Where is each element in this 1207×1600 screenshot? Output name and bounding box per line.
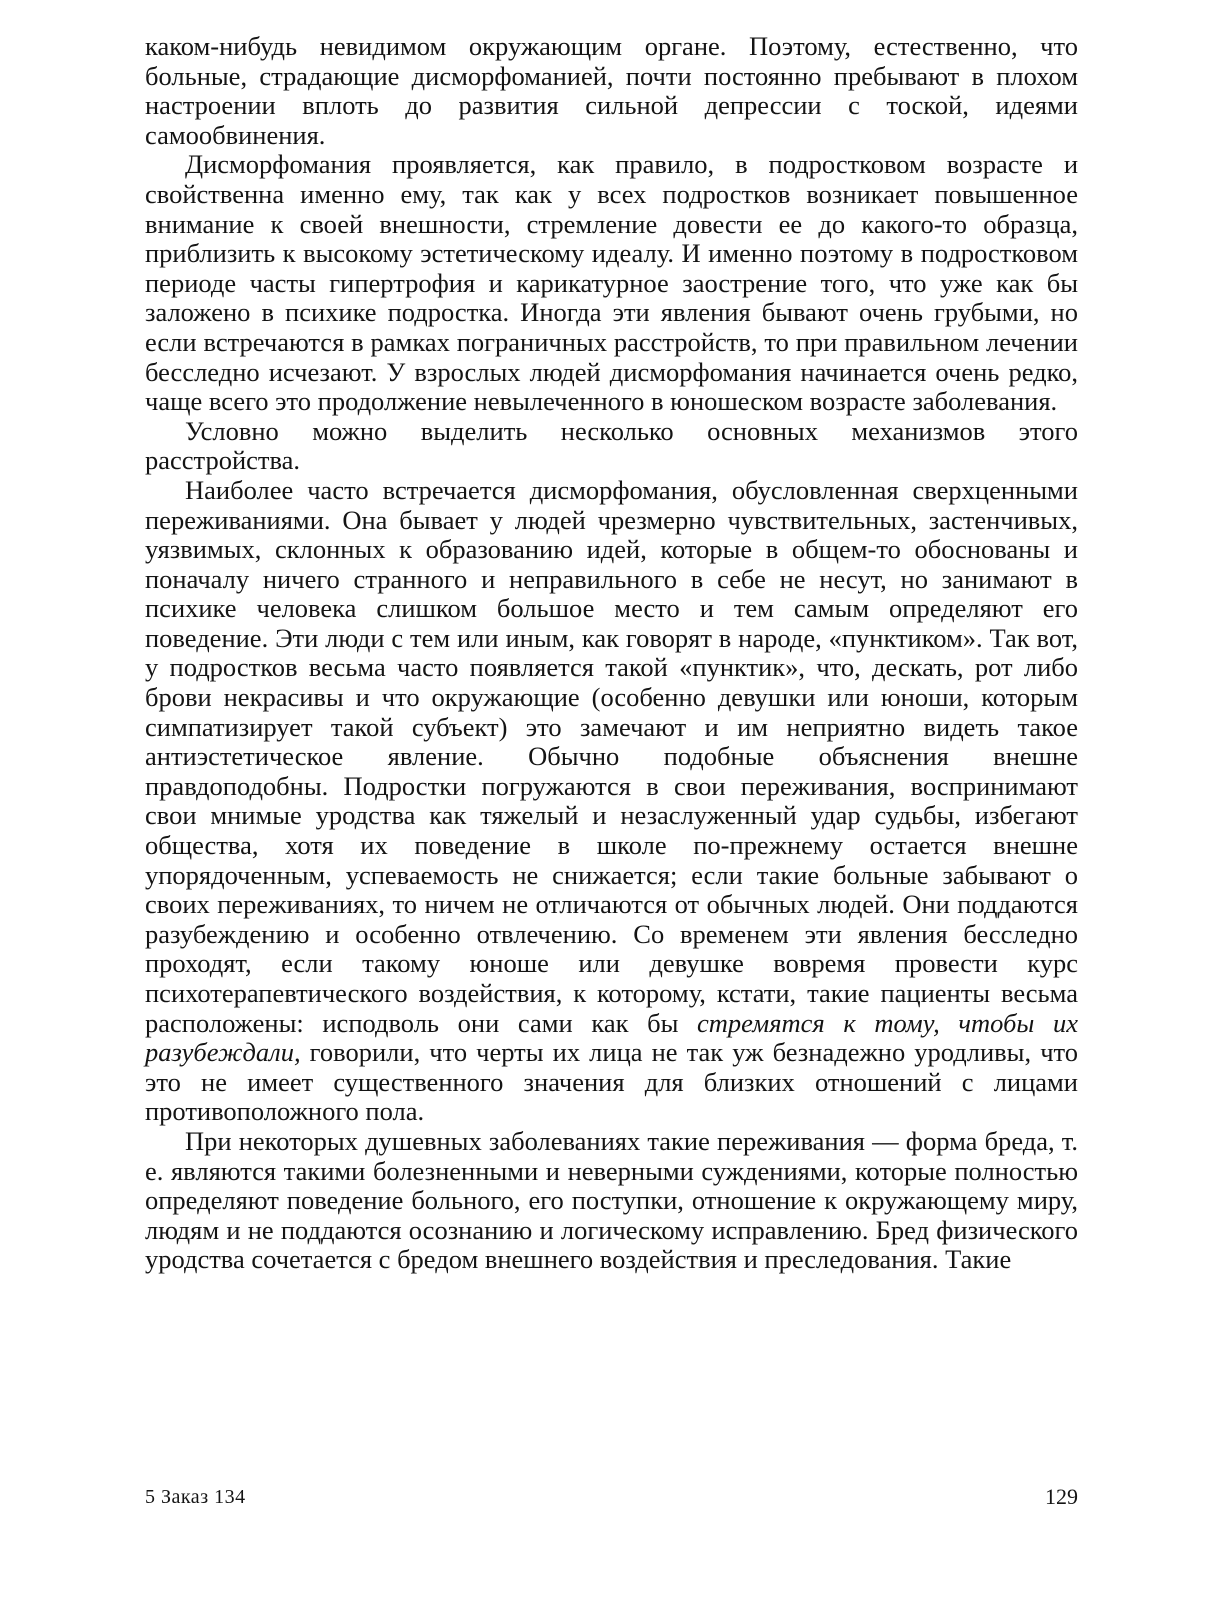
paragraph-2-text: Дисморфомания проявляется, как правило, в подростковом возрасте и свойственна именно ему, так как у всех подростков возникает повышенное внимание к своей внешности, стремление довести ее до какого-то образца, приблизить к высокому эстетическому идеалу. И именно поэтому в подростковом периоде часты гипертрофия и карикатурное заострение того, что уже как бы заложено в психике подростка. Иногда эти явления бывают очень грубыми, но если встречаются в рамках пограничных расстройств, то при правильном лечении бесследно исчезают. У взрослых людей дисморфомания начинается очень редко, чаще всего это продолжение невылеченного в юношеском возрасте заболевания.	[145, 149, 1078, 417]
paragraph-1	[145, 32, 1078, 150]
paragraph-3-text: Условно можно выделить несколько основных механизмов этого расстройства.	[145, 415, 1078, 476]
paragraph-2	[145, 150, 1078, 416]
paragraph-3	[145, 417, 1078, 476]
page-number: 129	[1045, 1484, 1078, 1509]
paragraph-4-text-part-2: говорили, что черты их лица не так уж безнадежно уродливы, что это не имеет существенного значения для близких отношений с лицами противоположного пола.	[145, 1037, 1078, 1127]
paragraph-4-italic-phrase: стремятся к тому, чтобы их разубеждали,	[145, 1007, 1079, 1068]
paragraph-4	[145, 476, 1078, 1127]
body-text	[145, 32, 1078, 1275]
paragraph-5	[145, 1127, 1078, 1275]
paragraph-1-text: каком-нибудь невидимом окружающим органе. Поэтому, естественно, что больные, страдающие дисморфоманией, почти постоянно пребывают в плохом настроении вплоть до развития сильной депрессии с тоской, идеями самообвинения.	[145, 31, 1078, 150]
printer-signature: 5 Заказ 134	[145, 1486, 246, 1508]
paragraph-5-text: При некоторых душевных заболеваниях такие переживания — форма бреда, т. е. являются такими болезненными и неверными суждениями, которые полностью определяют поведение больного, его поступки, отношение к окружающему миру, людям и не поддаются осознанию и логическому исправлению. Бред физического уродства сочетается с бредом внешнего воздействия и преследования. Такие	[145, 1125, 1078, 1275]
paragraph-4-text-part-1: Наиболее часто встречается дисморфомания, обусловленная сверхценными переживаниями. Она бывает у людей чрезмерно чувствительных, застенчивых, уязвимых, склонных к образованию идей, которые в общем-то обоснованы и поначалу ничего странного и неправильного в себе не несут, но занимают в психике человека слишком большое место и тем самым определяют его поведение. Эти люди с тем или иным, как говорят в народе, «пунктиком». Так вот, у подростков весьма часто появляется такой «пунктик», что, дескать, рот либо брови некрасивы и что окружающие (особенно девушки или юноши, которым симпатизирует такой субъект) это замечают и им неприятно видеть такое антиэстетическое явление. Обычно подобные объяснения внешне правдоподобны. Подростки погружаются в свои переживания, воспринимают свои мнимые уродства как тяжелый и незаслуженный удар судьбы, избегают общества, хотя их поведение в школе по-прежнему остается внешне упорядоченным, успеваемость не снижается; если такие больные забывают о своих переживаниях, то ничем не отличаются от обычных людей. Они поддаются разубеждению и особенно отвлечению. Со временем эти явления бесследно проходят, если такому юноше или девушке вовремя провести курс психотерапевтического воздействия, к которому, кстати, такие пациенты весьма расположены: исподволь они сами как бы	[145, 474, 1078, 1038]
